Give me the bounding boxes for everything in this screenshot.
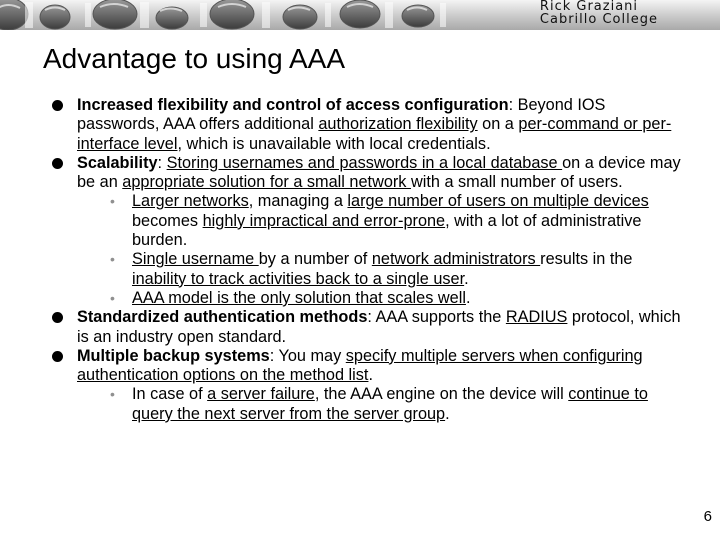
bullet-text: , which is unavailable with local credentials. bbox=[177, 134, 491, 153]
bullet-underlined-text: appropriate solution for a small network bbox=[122, 173, 411, 192]
bullet-text: . bbox=[445, 404, 450, 423]
bullet-text: , with a lot of administrative burden. bbox=[132, 211, 642, 250]
sub-bullet-dot-icon: • bbox=[110, 289, 115, 306]
author-name: Rick Graziani bbox=[539, 0, 639, 14]
bullet-heading: Multiple backup systems bbox=[77, 346, 270, 365]
bullet-underlined-text: network administrators bbox=[371, 250, 541, 269]
bullet-scalability bbox=[52, 154, 687, 308]
bullet-heading: Scalability bbox=[77, 153, 158, 172]
bullet-dot-icon bbox=[52, 158, 63, 169]
slide-body bbox=[52, 96, 687, 424]
author-credit bbox=[540, 0, 658, 26]
bullet-text: : AAA supports the bbox=[367, 308, 506, 327]
sub-bullet-server-failure bbox=[77, 385, 687, 424]
bullet-underlined-text: per-command or per-interface level bbox=[77, 115, 672, 153]
bullet-list bbox=[52, 96, 687, 424]
bullet-underlined-text: Larger networks bbox=[132, 192, 249, 211]
sub-bullet-list bbox=[77, 192, 687, 308]
bullet-underlined-text: Storing usernames and passwords in a local database bbox=[166, 153, 563, 172]
bullet-heading: Increased flexibility and control of access configuration bbox=[77, 96, 509, 114]
author-college: Cabrillo College bbox=[539, 12, 658, 27]
bullet-underlined-text: highly impractical and error-prone bbox=[202, 211, 446, 230]
bullet-text: becomes bbox=[132, 211, 203, 230]
banner-decoration-graphic bbox=[0, 0, 480, 30]
bullet-text: on a bbox=[477, 115, 519, 134]
bullet-underlined-text: continue to query the next server from the server group bbox=[132, 385, 648, 423]
bullet-text: on a device may be an bbox=[77, 153, 681, 192]
bullet-text: : Beyond IOS passwords, AAA offers additional bbox=[77, 96, 606, 134]
sub-bullet-dot-icon: • bbox=[110, 251, 115, 268]
sub-bullet-dot-icon: • bbox=[110, 386, 115, 403]
bullet-underlined-text: authorization flexibility bbox=[318, 115, 478, 134]
bullet-dot-icon bbox=[52, 100, 63, 111]
bullet-underlined-text: AAA model is the only solution that scales well bbox=[132, 288, 466, 307]
bullet-text: . bbox=[368, 366, 373, 385]
bullet-underlined-text: specify multiple servers when configuring authentication options on the method list bbox=[77, 346, 643, 385]
bullet-text: results in the bbox=[540, 250, 633, 269]
bullet-underlined-text: large number of users on multiple devices bbox=[347, 192, 649, 211]
sub-bullet-dot-icon: • bbox=[110, 193, 115, 210]
bullet-dot-icon bbox=[52, 312, 63, 323]
bullet-backup-systems bbox=[52, 347, 687, 424]
header-banner bbox=[0, 0, 720, 30]
page-number: 6 bbox=[703, 508, 712, 525]
bullet-text: , the AAA engine on the device will bbox=[314, 385, 569, 404]
bullet-text: . bbox=[465, 288, 471, 307]
sub-bullet-aaa-model bbox=[77, 289, 687, 308]
sub-bullet-larger-networks bbox=[77, 192, 687, 250]
bullet-heading: Standardized authentication methods bbox=[77, 308, 368, 327]
sub-bullet-list bbox=[77, 385, 687, 424]
bullet-text: . bbox=[464, 269, 469, 288]
bullet-text: In case of bbox=[132, 385, 208, 404]
sub-bullet-single-username bbox=[77, 250, 687, 289]
bullet-text: by a number of bbox=[258, 250, 372, 269]
bullet-text: : bbox=[157, 153, 167, 172]
bullet-dot-icon bbox=[52, 351, 63, 362]
bullet-underlined-text: RADIUS bbox=[505, 308, 568, 327]
bullet-underlined-text: a server failure bbox=[207, 385, 315, 404]
slide-title: Advantage to using AAA bbox=[43, 43, 345, 74]
bullet-underlined-text: Single username bbox=[132, 250, 259, 269]
bullet-text: with a small number of users. bbox=[410, 173, 623, 192]
bullet-text: , managing a bbox=[248, 192, 348, 211]
bullet-text: : You may bbox=[269, 346, 346, 365]
bullet-text: protocol, which is an industry open standard. bbox=[77, 308, 681, 346]
bullet-underlined-text: inability to track activities back to a single user bbox=[132, 269, 465, 288]
bullet-standardized-auth bbox=[52, 308, 687, 347]
bullet-flexibility bbox=[52, 96, 687, 154]
